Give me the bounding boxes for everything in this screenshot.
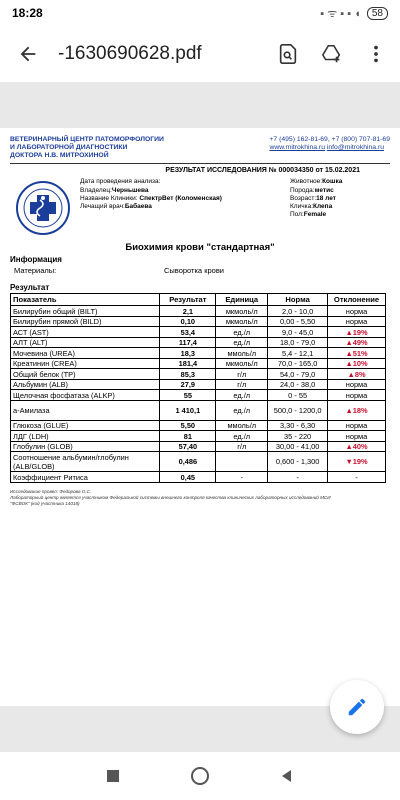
deviation-value: -	[355, 472, 358, 482]
unit-cell: ед./л	[216, 390, 268, 401]
pdf-page[interactable]	[0, 128, 400, 706]
info-right-column	[290, 178, 342, 236]
deviation-arrow: ▼	[345, 457, 353, 467]
deviation-arrow: ▲	[345, 442, 353, 452]
unit-cell	[216, 452, 268, 472]
deviation-cell	[328, 369, 386, 380]
nickname-row	[290, 203, 342, 211]
back-arrow-icon	[17, 43, 39, 65]
norm-cell: 9,0 - 45,0	[268, 327, 328, 338]
result-cell: 0,45	[160, 472, 216, 483]
deviation-cell	[328, 327, 386, 338]
patient-info	[10, 178, 390, 236]
deviation-cell	[328, 472, 386, 483]
status-bar	[0, 0, 400, 26]
deviation-arrow: ▲	[345, 327, 353, 337]
results-body	[11, 306, 386, 483]
deviation-value: 40%	[352, 442, 368, 452]
nav-back-button[interactable]	[265, 754, 309, 798]
table-row	[11, 358, 386, 369]
edit-fab-button[interactable]	[330, 680, 384, 734]
nav-recents-button[interactable]	[91, 754, 135, 798]
nickname-value: Клепа	[313, 202, 333, 210]
breed-value: метис	[314, 186, 334, 194]
norm-cell: 70,0 - 165,0	[268, 358, 328, 369]
result-cell: 181,4	[160, 358, 216, 369]
deviation-value: 18%	[352, 405, 368, 415]
deviation-cell	[328, 441, 386, 452]
nav-recents-icon	[106, 769, 120, 783]
result-cell: 0,10	[160, 316, 216, 327]
indicator-cell: Мочевина (UREA)	[11, 348, 160, 359]
results-table	[10, 293, 386, 483]
edit-pencil-icon	[346, 696, 368, 718]
column-header-unit: Единица	[216, 294, 268, 306]
norm-cell: 0,600 - 1,300	[268, 452, 328, 472]
deviation-arrow: ▲	[345, 405, 353, 415]
deviation-cell	[328, 358, 386, 369]
clinic-label: Название Клиники:	[80, 194, 138, 202]
clinic-row	[80, 195, 290, 203]
table-row	[11, 348, 386, 359]
unit-cell: мкмоль/л	[216, 306, 268, 317]
lab-name-line1: ВЕТЕРИНАРНЫЙ ЦЕНТР ПАТОМОРФОЛОГИИ	[10, 136, 164, 143]
lab-phones: +7 (495) 162-81-69, +7 (800) 707-81-69	[269, 136, 390, 143]
animal-row	[290, 178, 342, 186]
result-cell: 27,9	[160, 379, 216, 390]
norm-cell: 35 - 220	[268, 431, 328, 442]
animal-value: Кошка	[322, 178, 343, 186]
result-cell: 55	[160, 390, 216, 401]
result-cell: 53,4	[160, 327, 216, 338]
unit-cell: г/л	[216, 369, 268, 380]
deviation-value: норма	[345, 421, 368, 431]
sex-row	[290, 211, 342, 219]
animal-label: Животное:	[290, 178, 323, 186]
deviation-value: норма	[345, 380, 368, 390]
column-header-deviation: Отклонение	[328, 294, 386, 306]
status-icons	[320, 6, 388, 21]
norm-cell: 18,0 - 79,0	[268, 337, 328, 348]
status-icons-text: ▪ ᯤ ▪ ▪ ◖	[320, 7, 361, 20]
deviation-cell	[328, 390, 386, 401]
table-row	[11, 420, 386, 431]
indicator-cell: Общий белок (TP)	[11, 369, 160, 380]
table-row	[11, 431, 386, 442]
result-cell: 5,50	[160, 420, 216, 431]
lab-name	[10, 136, 164, 159]
battery-icon: 58	[367, 7, 388, 20]
back-button[interactable]	[6, 32, 50, 76]
vet-row	[80, 203, 290, 211]
age-value: 18 лет	[316, 194, 336, 202]
vet-value: Бабаева	[124, 202, 152, 210]
deviation-cell	[328, 431, 386, 442]
indicator-cell: Коэффициент Ритиса	[11, 472, 160, 483]
result-cell: 57,40	[160, 441, 216, 452]
result-cell: 117,4	[160, 337, 216, 348]
norm-cell: -	[268, 472, 328, 483]
result-cell: 0,486	[160, 452, 216, 472]
unit-cell: ед./л	[216, 327, 268, 338]
deviation-value: норма	[345, 390, 368, 400]
add-to-drive-icon	[321, 43, 343, 65]
owner-value: Черньшева	[111, 186, 149, 194]
table-row	[11, 369, 386, 380]
document-header	[10, 136, 390, 159]
result-title: РЕЗУЛЬТАТ ИССЛЕДОВАНИЯ № 000034350 от 15.02.2021	[165, 167, 360, 175]
norm-cell: 3,30 - 6,30	[268, 420, 328, 431]
materials-value: Сыворотка крови	[164, 266, 224, 276]
system-nav-bar	[0, 752, 400, 800]
unit-cell: г/л	[216, 441, 268, 452]
column-header-norm: Норма	[268, 294, 328, 306]
indicator-cell: а-Амилаза	[11, 400, 160, 420]
indicator-cell: Глюкоза (GLUE)	[11, 420, 160, 431]
more-options-button[interactable]	[354, 32, 398, 76]
breed-row	[290, 187, 342, 195]
unit-cell: г/л	[216, 379, 268, 390]
deviation-value: 8%	[354, 369, 366, 379]
lab-website-link[interactable]: www.mitrokhina.ru	[269, 144, 325, 152]
table-row	[11, 306, 386, 317]
deviation-cell	[328, 379, 386, 390]
nav-back-icon	[279, 768, 295, 784]
lab-name-line3: ДОКТОРА Н.В. МИТРОХИНОЙ	[10, 151, 109, 159]
materials-row	[14, 266, 390, 275]
deviation-value: норма	[345, 306, 368, 316]
table-row	[11, 400, 386, 420]
unit-cell: ммоль/л	[216, 420, 268, 431]
indicator-cell: Билирубин прямой (BILD)	[11, 316, 160, 327]
unit-cell: мкмоль/л	[216, 316, 268, 327]
indicator-cell: АСТ (AST)	[11, 327, 160, 338]
deviation-value: 49%	[352, 338, 368, 348]
indicator-cell: АЛТ (ALT)	[11, 337, 160, 348]
deviation-arrow: ▲	[347, 369, 355, 379]
result-cell: 18,3	[160, 348, 216, 359]
indicator-cell: ЛДГ (LDH)	[11, 431, 160, 442]
owner-row	[80, 187, 290, 195]
norm-cell: 30,00 - 41,00	[268, 441, 328, 452]
file-title: -1630690628.pdf	[58, 43, 202, 64]
lab-email-link[interactable]: info@mitrokhina.ru	[326, 144, 385, 152]
table-row	[11, 337, 386, 348]
search-document-icon	[277, 43, 299, 65]
result-cell: 81	[160, 431, 216, 442]
deviation-cell	[328, 306, 386, 317]
unit-cell: ед./л	[216, 337, 268, 348]
age-label: Возраст:	[290, 194, 317, 202]
indicator-cell: Креатинин (CREA)	[11, 358, 160, 369]
footnote-quality-control: Лабораторный центр является участником Федеральной системы внешнего контроля качества клинических лабораторных исследований МСИ	[10, 494, 331, 500]
find-in-document-button[interactable]	[266, 32, 310, 76]
lab-name-line2: И ЛАБОРАТОРНОЙ ДИАГНОСТИКИ	[10, 143, 128, 151]
norm-cell: 5,4 - 12,1	[268, 348, 328, 359]
table-row	[11, 472, 386, 483]
analysis-date-label: Дата проведения анализа:	[80, 178, 161, 186]
table-row	[11, 441, 386, 452]
vet-label: Лечащий врач:	[80, 202, 125, 210]
footnote-participant-code: "ФСВОК" (код участника 14018)	[10, 500, 80, 506]
unit-cell: ед./л	[216, 400, 268, 420]
deviation-arrow: ▲	[345, 348, 353, 358]
result-cell: 2,1	[160, 306, 216, 317]
deviation-cell	[328, 316, 386, 327]
footnote-performed-by: Исследование провел: Федорова О.С.	[10, 488, 92, 494]
status-time: 18:28	[12, 6, 43, 20]
norm-cell: 2,0 - 10,0	[268, 306, 328, 317]
nav-home-button[interactable]	[178, 754, 222, 798]
deviation-arrow: ▲	[345, 338, 353, 348]
deviation-value: 10%	[352, 359, 368, 369]
deviation-value: 51%	[352, 348, 368, 358]
deviation-cell	[328, 452, 386, 472]
age-row	[290, 195, 342, 203]
deviation-value: норма	[345, 431, 368, 441]
add-to-drive-button[interactable]	[310, 32, 354, 76]
unit-cell: ед./л	[216, 431, 268, 442]
table-row	[11, 327, 386, 338]
indicator-cell: Глобулин (GLOB)	[11, 441, 160, 452]
deviation-cell	[328, 348, 386, 359]
table-row	[11, 316, 386, 327]
table-row	[11, 379, 386, 390]
table-row	[11, 390, 386, 401]
header-divider	[10, 163, 390, 164]
deviation-cell	[328, 420, 386, 431]
lab-contacts	[269, 136, 390, 159]
table-row	[11, 452, 386, 472]
deviation-cell	[328, 337, 386, 348]
unit-cell: -	[216, 472, 268, 483]
sex-label: Пол:	[290, 210, 304, 218]
deviation-value: 19%	[352, 457, 368, 467]
column-header-result: Результат	[160, 294, 216, 306]
norm-cell: 0,00 - 5,50	[268, 316, 328, 327]
clinic-value: СпектрВет (Коломенская)	[139, 194, 222, 202]
result-cell: 1 410,1	[160, 400, 216, 420]
breed-label: Порода:	[290, 186, 315, 194]
footnotes	[10, 489, 390, 507]
norm-cell: 24,0 - 38,0	[268, 379, 328, 390]
clinic-logo	[12, 180, 74, 236]
deviation-cell	[328, 400, 386, 420]
indicator-cell: Соотношение альбумин/глобулин (ALB/GLOB)	[11, 452, 160, 472]
info-heading: Информация	[10, 255, 62, 265]
deviation-arrow: ▲	[345, 359, 353, 369]
indicator-cell: Билирубин общий (BILT)	[11, 306, 160, 317]
owner-label: Владелец:	[80, 186, 112, 194]
norm-cell: 54,0 - 79,0	[268, 369, 328, 380]
materials-label: Материалы:	[14, 266, 57, 276]
unit-cell: ммоль/л	[216, 348, 268, 359]
result-cell: 85,3	[160, 369, 216, 380]
app-bar	[0, 26, 400, 82]
indicator-cell: Альбумин (ALB)	[11, 379, 160, 390]
deviation-value: 19%	[352, 327, 368, 337]
norm-cell: 0 - 55	[268, 390, 328, 401]
results-heading: Результат	[10, 283, 50, 293]
nickname-label: Кличка:	[290, 202, 314, 210]
nav-home-icon	[189, 765, 211, 787]
column-header-indicator: Показатель	[11, 294, 160, 306]
more-vert-icon	[365, 43, 387, 65]
indicator-cell: Щелочная фосфатаза (ALKP)	[11, 390, 160, 401]
unit-cell: мкмоль/л	[216, 358, 268, 369]
sex-value: Female	[303, 210, 327, 218]
info-left-column	[80, 178, 290, 236]
analysis-title: Биохимия крови "стандартная"	[125, 242, 275, 254]
norm-cell: 500,0 - 1200,0	[268, 400, 328, 420]
deviation-value: норма	[345, 317, 368, 327]
results-header-row	[11, 294, 386, 306]
